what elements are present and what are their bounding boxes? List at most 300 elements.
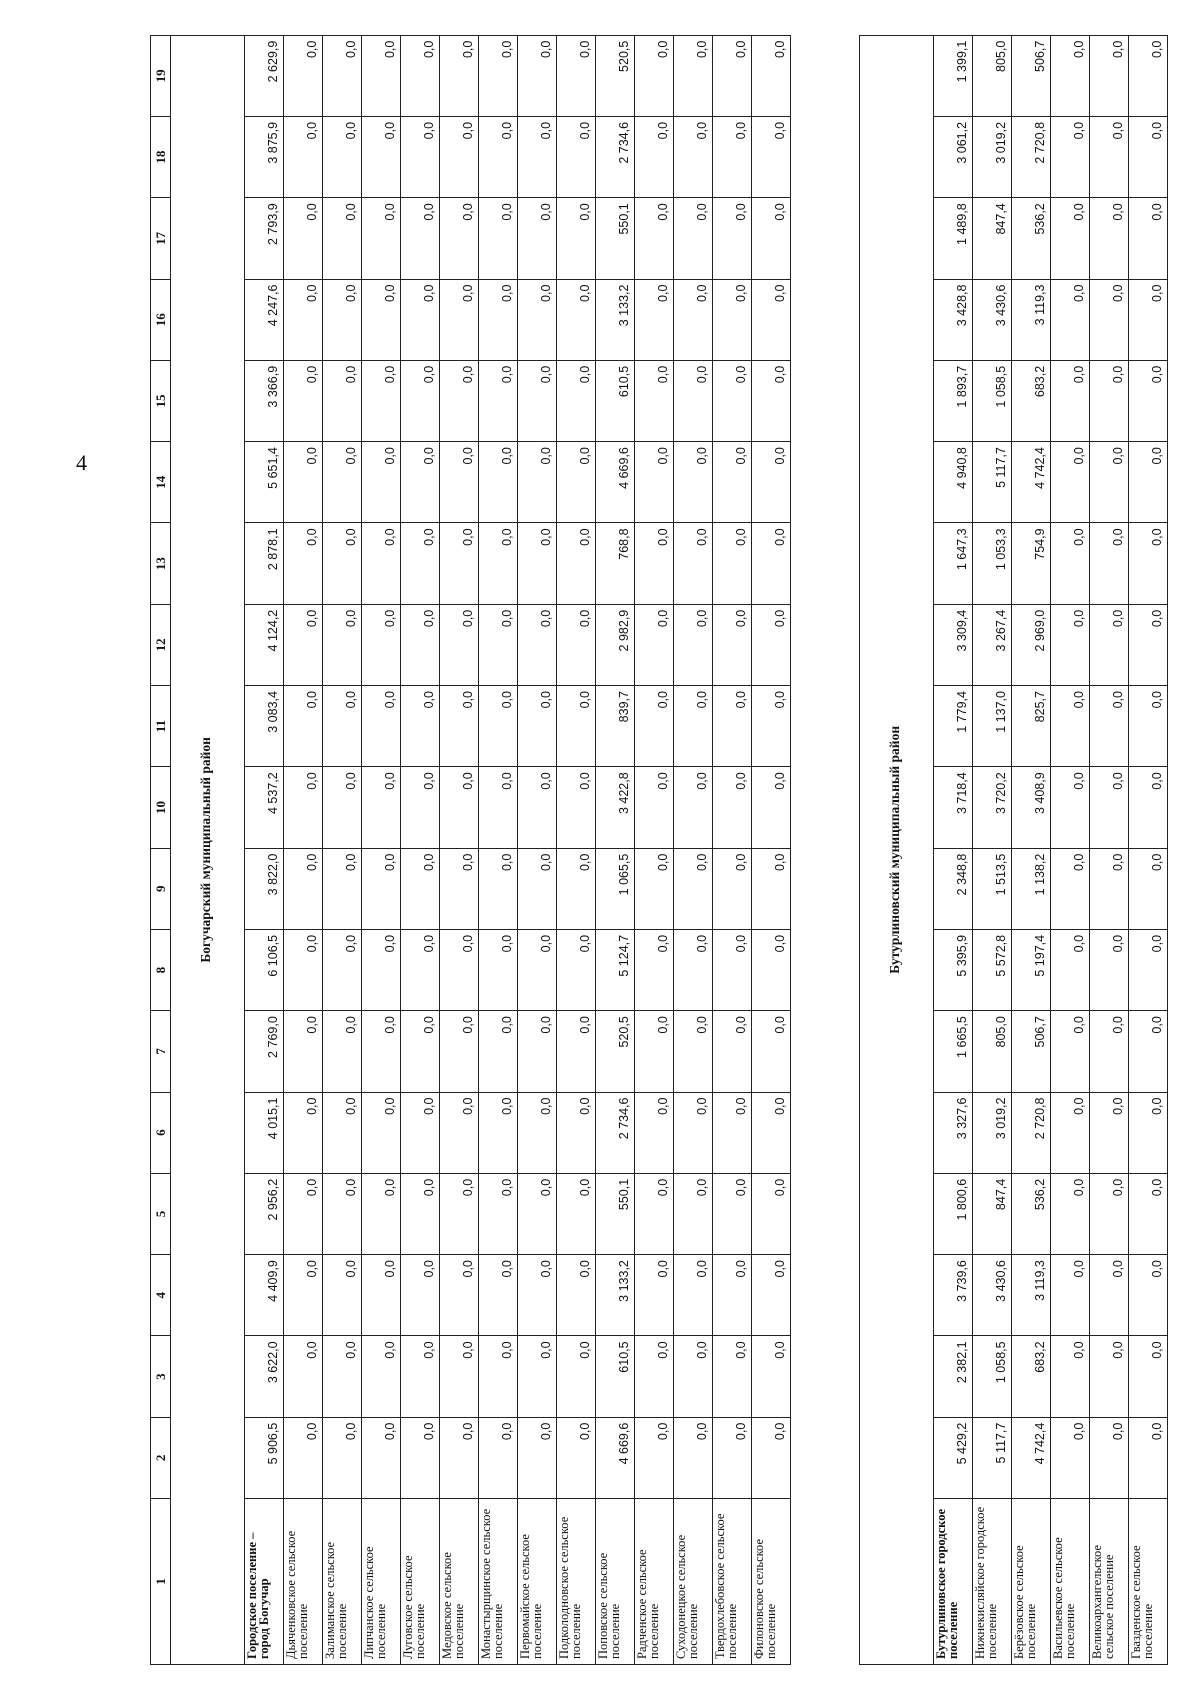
table-cell: 0,0 xyxy=(518,35,557,116)
table-cell: 0,0 xyxy=(518,686,557,767)
table-cell: 0,0 xyxy=(1051,767,1090,848)
table-cell: 0,0 xyxy=(323,1092,362,1173)
table-cell: 3 875,9 xyxy=(245,116,284,197)
table-cell: 0,0 xyxy=(518,1336,557,1417)
table-row xyxy=(362,35,401,1664)
table-cell: 0,0 xyxy=(323,1255,362,1336)
table-cell: 847,4 xyxy=(973,1173,1012,1254)
row-label xyxy=(713,1499,752,1665)
table-cell: 0,0 xyxy=(557,1255,596,1336)
table-cell: 0,0 xyxy=(323,929,362,1010)
table-cell: 0,0 xyxy=(284,767,323,848)
table-cell: 0,0 xyxy=(518,848,557,929)
row-label-text: Васильевское сельское поселение xyxy=(1051,1537,1077,1659)
table-cell: 0,0 xyxy=(1129,604,1168,685)
table-cell: 0,0 xyxy=(284,1336,323,1417)
table-cell: 1 893,7 xyxy=(934,360,973,441)
table-cell: 0,0 xyxy=(713,1255,752,1336)
table-cell: 0,0 xyxy=(401,604,440,685)
table-cell: 0,0 xyxy=(401,1092,440,1173)
table-row xyxy=(934,35,973,1664)
table-cell: 0,0 xyxy=(1090,1336,1129,1417)
table-cell: 0,0 xyxy=(674,767,713,848)
table-cell: 0,0 xyxy=(1090,116,1129,197)
table-cell: 0,0 xyxy=(284,1092,323,1173)
table-cell: 2 734,6 xyxy=(596,1092,635,1173)
table-cell: 0,0 xyxy=(323,442,362,523)
table-cell: 0,0 xyxy=(362,442,401,523)
table-cell: 2 956,2 xyxy=(245,1173,284,1254)
table-cell: 0,0 xyxy=(635,1336,674,1417)
table-cell: 4 247,6 xyxy=(245,279,284,360)
table-cell: 0,0 xyxy=(284,1011,323,1092)
column-number-header: 7 xyxy=(151,1011,171,1092)
table-cell: 0,0 xyxy=(284,1173,323,1254)
table-cell: 0,0 xyxy=(752,604,791,685)
table-cell: 0,0 xyxy=(752,279,791,360)
table-cell: 0,0 xyxy=(1129,1336,1168,1417)
table-row xyxy=(674,35,713,1664)
table-cell: 0,0 xyxy=(401,116,440,197)
table-cell: 0,0 xyxy=(1129,442,1168,523)
table-cell: 0,0 xyxy=(713,1173,752,1254)
table-cell: 0,0 xyxy=(440,1092,479,1173)
row-label xyxy=(934,1499,973,1665)
table-cell: 0,0 xyxy=(1129,116,1168,197)
table-cell: 0,0 xyxy=(713,929,752,1010)
table-cell: 0,0 xyxy=(635,198,674,279)
table-cell: 0,0 xyxy=(440,523,479,604)
table-cell: 0,0 xyxy=(635,1173,674,1254)
table-cell: 0,0 xyxy=(1129,1173,1168,1254)
row-label-text: Дьяченковское сельское поселение xyxy=(284,1530,310,1659)
table-cell: 0,0 xyxy=(635,1092,674,1173)
column-number-header: 6 xyxy=(151,1092,171,1173)
table-cell: 2 878,1 xyxy=(245,523,284,604)
table-cell: 0,0 xyxy=(323,767,362,848)
table-cell: 0,0 xyxy=(713,767,752,848)
table-row xyxy=(596,35,635,1664)
table-cell: 0,0 xyxy=(479,279,518,360)
table-cell: 0,0 xyxy=(635,604,674,685)
table-cell: 0,0 xyxy=(713,116,752,197)
table-row xyxy=(479,35,518,1664)
row-label-text: Поповское сельское поселение xyxy=(596,1552,622,1659)
table-cell: 0,0 xyxy=(1051,442,1090,523)
table-cell: 0,0 xyxy=(1090,279,1129,360)
table-cell: 839,7 xyxy=(596,686,635,767)
column-number-header: 15 xyxy=(151,360,171,441)
table-cell: 3 019,2 xyxy=(973,116,1012,197)
table-cell: 3 822,0 xyxy=(245,848,284,929)
table-cell: 0,0 xyxy=(752,1336,791,1417)
table-cell: 0,0 xyxy=(1051,1092,1090,1173)
table-cell: 0,0 xyxy=(557,848,596,929)
section-title-row xyxy=(171,35,245,1664)
table-cell: 0,0 xyxy=(1129,848,1168,929)
table-cell: 0,0 xyxy=(674,1255,713,1336)
table-cell: 0,0 xyxy=(440,198,479,279)
page-number: 4 xyxy=(76,450,87,475)
table-cell: 0,0 xyxy=(479,1011,518,1092)
table-cell: 0,0 xyxy=(1129,686,1168,767)
column-number-header: 19 xyxy=(151,35,171,116)
table-cell: 0,0 xyxy=(1090,929,1129,1010)
table-cell: 0,0 xyxy=(1129,523,1168,604)
table-cell: 0,0 xyxy=(674,1011,713,1092)
row-label-text: Медовское сельское поселение xyxy=(440,1552,466,1659)
table-cell: 0,0 xyxy=(1090,1417,1129,1498)
table-cell: 3 430,6 xyxy=(973,279,1012,360)
column-number-header: 11 xyxy=(151,686,171,767)
column-number-header: 8 xyxy=(151,929,171,1010)
table-cell: 0,0 xyxy=(323,523,362,604)
table-cell: 0,0 xyxy=(752,523,791,604)
table-cell: 0,0 xyxy=(557,1092,596,1173)
table-cell: 0,0 xyxy=(518,1011,557,1092)
table-cell: 805,0 xyxy=(973,35,1012,116)
table-cell: 3 422,8 xyxy=(596,767,635,848)
table-cell: 3 083,4 xyxy=(245,686,284,767)
table-cell: 0,0 xyxy=(557,929,596,1010)
table-cell: 0,0 xyxy=(752,360,791,441)
table-cell: 506,7 xyxy=(1012,35,1051,116)
table-cell: 0,0 xyxy=(440,1336,479,1417)
column-number-header: 10 xyxy=(151,767,171,848)
table-cell: 0,0 xyxy=(674,1417,713,1498)
table-cell: 3 119,3 xyxy=(1012,1255,1051,1336)
table-cell: 0,0 xyxy=(635,360,674,441)
table-cell: 4 124,2 xyxy=(245,604,284,685)
row-label-text: Суходонецкое сельское поселение xyxy=(674,1534,700,1659)
table-cell: 0,0 xyxy=(284,442,323,523)
table-cell: 0,0 xyxy=(1051,360,1090,441)
table-cell: 0,0 xyxy=(713,604,752,685)
table-cell: 0,0 xyxy=(1090,35,1129,116)
table-cell: 550,1 xyxy=(596,1173,635,1254)
row-label xyxy=(1012,1499,1051,1665)
table-cell: 0,0 xyxy=(1129,198,1168,279)
table-cell: 805,0 xyxy=(973,1011,1012,1092)
table-cell: 0,0 xyxy=(323,686,362,767)
column-number-header: 13 xyxy=(151,523,171,604)
table-row xyxy=(635,35,674,1664)
table-cell: 3 430,6 xyxy=(973,1255,1012,1336)
column-number-header: 5 xyxy=(151,1173,171,1254)
table-cell: 0,0 xyxy=(479,198,518,279)
table-cell: 0,0 xyxy=(557,686,596,767)
table-cell: 0,0 xyxy=(1090,848,1129,929)
table-cell: 0,0 xyxy=(752,767,791,848)
column-number-header-row xyxy=(151,35,171,1664)
table-cell: 0,0 xyxy=(362,116,401,197)
table-cell: 0,0 xyxy=(713,1336,752,1417)
table-cell: 0,0 xyxy=(713,1011,752,1092)
table-cell: 0,0 xyxy=(362,198,401,279)
table-cell: 683,2 xyxy=(1012,1336,1051,1417)
table-cell: 2 348,8 xyxy=(934,848,973,929)
table-cell: 0,0 xyxy=(401,1417,440,1498)
table-cell: 0,0 xyxy=(1051,1336,1090,1417)
table-cell: 1 647,3 xyxy=(934,523,973,604)
table-cell: 0,0 xyxy=(674,442,713,523)
row-label xyxy=(973,1499,1012,1665)
table-cell: 0,0 xyxy=(674,1092,713,1173)
table-cell: 520,5 xyxy=(596,35,635,116)
table-cell: 0,0 xyxy=(752,442,791,523)
table-cell: 3 428,8 xyxy=(934,279,973,360)
table-cell: 0,0 xyxy=(323,1336,362,1417)
table-cell: 0,0 xyxy=(1090,442,1129,523)
table-cell: 0,0 xyxy=(479,604,518,685)
table-cell: 2 969,0 xyxy=(1012,604,1051,685)
table-cell: 0,0 xyxy=(479,116,518,197)
table-cell: 0,0 xyxy=(1090,1011,1129,1092)
table-cell: 3 327,6 xyxy=(934,1092,973,1173)
table-cell: 0,0 xyxy=(518,360,557,441)
row-label xyxy=(1051,1499,1090,1665)
table-cell: 4 669,6 xyxy=(596,1417,635,1498)
table-cell: 0,0 xyxy=(1090,604,1129,685)
table-cell: 0,0 xyxy=(284,198,323,279)
table-cell: 5 117,7 xyxy=(973,1417,1012,1498)
table-cell: 0,0 xyxy=(362,848,401,929)
table-cell: 0,0 xyxy=(401,442,440,523)
table-cell: 0,0 xyxy=(518,1417,557,1498)
row-label-text: Бутурлиновское городское поселение xyxy=(934,1509,960,1659)
table-cell: 0,0 xyxy=(1051,686,1090,767)
table-cell: 0,0 xyxy=(635,848,674,929)
table-cell: 0,0 xyxy=(401,929,440,1010)
column-number-header: 17 xyxy=(151,198,171,279)
column-number-header: 12 xyxy=(151,604,171,685)
column-number-header: 1 xyxy=(151,1499,171,1665)
table-cell: 3 119,3 xyxy=(1012,279,1051,360)
table-cell: 0,0 xyxy=(1051,35,1090,116)
table-cell: 0,0 xyxy=(1129,1092,1168,1173)
table-cell: 0,0 xyxy=(557,279,596,360)
table-cell: 0,0 xyxy=(1090,360,1129,441)
table-cell: 0,0 xyxy=(440,442,479,523)
table-cell: 0,0 xyxy=(1129,1011,1168,1092)
table-cell: 0,0 xyxy=(674,1173,713,1254)
table-cell: 825,7 xyxy=(1012,686,1051,767)
table-cell: 0,0 xyxy=(323,848,362,929)
table-cell: 0,0 xyxy=(1090,767,1129,848)
table-cell: 0,0 xyxy=(401,35,440,116)
row-label xyxy=(245,1499,284,1665)
table-cell: 2 382,1 xyxy=(934,1336,973,1417)
table-cell: 0,0 xyxy=(752,1011,791,1092)
table-cell: 0,0 xyxy=(674,35,713,116)
table-cell: 3 061,2 xyxy=(934,116,973,197)
table-cell: 5 429,2 xyxy=(934,1417,973,1498)
table-cell: 3 019,2 xyxy=(973,1092,1012,1173)
table-cell: 0,0 xyxy=(401,360,440,441)
table-cell: 0,0 xyxy=(674,1336,713,1417)
table-cell: 754,9 xyxy=(1012,523,1051,604)
table-cell: 5 124,7 xyxy=(596,929,635,1010)
table-cell: 0,0 xyxy=(752,1417,791,1498)
column-number-header: 14 xyxy=(151,442,171,523)
row-label-text: Подколодновское сельское поселение xyxy=(557,1516,583,1659)
table-cell: 0,0 xyxy=(557,604,596,685)
table-cell: 0,0 xyxy=(1051,1173,1090,1254)
section-title: Бутурлиновский муниципальный район xyxy=(860,35,934,1664)
table-cell: 610,5 xyxy=(596,1336,635,1417)
table-cell: 0,0 xyxy=(479,929,518,1010)
column-number-header: 2 xyxy=(151,1417,171,1498)
table-cell: 0,0 xyxy=(1090,1255,1129,1336)
table-cell: 4 015,1 xyxy=(245,1092,284,1173)
table-cell: 0,0 xyxy=(752,1173,791,1254)
table-cell: 1 058,5 xyxy=(973,1336,1012,1417)
table-row xyxy=(1090,35,1129,1664)
table-cell: 0,0 xyxy=(323,116,362,197)
table-cell: 0,0 xyxy=(401,767,440,848)
table-cell: 0,0 xyxy=(752,198,791,279)
table-cell: 0,0 xyxy=(440,604,479,685)
table-cell: 0,0 xyxy=(440,1011,479,1092)
row-label xyxy=(1129,1499,1168,1665)
table-cell: 0,0 xyxy=(479,1092,518,1173)
table-cell: 0,0 xyxy=(635,279,674,360)
table-cell: 0,0 xyxy=(440,1417,479,1498)
table-cell: 847,4 xyxy=(973,198,1012,279)
table-cell: 0,0 xyxy=(713,279,752,360)
table-cell: 0,0 xyxy=(713,442,752,523)
table-cell: 0,0 xyxy=(635,686,674,767)
table-cell: 0,0 xyxy=(362,1173,401,1254)
table-cell: 0,0 xyxy=(635,929,674,1010)
table-cell: 0,0 xyxy=(284,35,323,116)
table-row xyxy=(1012,35,1051,1664)
row-label-text: Филоновское сельское поселение xyxy=(752,1538,778,1659)
table-cell: 0,0 xyxy=(1051,198,1090,279)
table-cell: 0,0 xyxy=(440,279,479,360)
table-cell: 3 718,4 xyxy=(934,767,973,848)
table-row xyxy=(1129,35,1168,1664)
table-cell: 0,0 xyxy=(362,523,401,604)
column-number-header: 3 xyxy=(151,1336,171,1417)
table-cell: 0,0 xyxy=(674,198,713,279)
table-cell: 0,0 xyxy=(1051,1255,1090,1336)
table-cell: 2 734,6 xyxy=(596,116,635,197)
table-cell: 2 720,8 xyxy=(1012,1092,1051,1173)
table-cell: 3 408,9 xyxy=(1012,767,1051,848)
table-cell: 1 779,4 xyxy=(934,686,973,767)
table-cell: 0,0 xyxy=(479,360,518,441)
table-cell: 0,0 xyxy=(635,442,674,523)
table-cell: 0,0 xyxy=(518,604,557,685)
table-cell: 0,0 xyxy=(362,35,401,116)
table-cell: 520,5 xyxy=(596,1011,635,1092)
table-cell: 3 309,4 xyxy=(934,604,973,685)
table-cell: 2 629,9 xyxy=(245,35,284,116)
row-label xyxy=(1090,1499,1129,1665)
table-cell: 0,0 xyxy=(362,686,401,767)
table-cell: 0,0 xyxy=(713,198,752,279)
table-cell: 0,0 xyxy=(362,1011,401,1092)
column-number-header: 4 xyxy=(151,1255,171,1336)
table-cell: 5 117,7 xyxy=(973,442,1012,523)
table-cell: 0,0 xyxy=(284,116,323,197)
table-cell: 0,0 xyxy=(284,686,323,767)
table-cell: 0,0 xyxy=(557,1417,596,1498)
table-cell: 0,0 xyxy=(713,35,752,116)
row-label-text: Городское поселение – город Богучар xyxy=(245,1532,271,1659)
table-cell: 0,0 xyxy=(518,116,557,197)
table-cell: 3 267,4 xyxy=(973,604,1012,685)
table-cell: 0,0 xyxy=(1051,523,1090,604)
table-cell: 0,0 xyxy=(1051,1417,1090,1498)
table-cell: 0,0 xyxy=(674,686,713,767)
table-cell: 0,0 xyxy=(518,767,557,848)
table-cell: 0,0 xyxy=(752,1255,791,1336)
row-label-text: Луговское сельское поселение xyxy=(401,1555,427,1659)
row-label-text: Берёзовское сельское поселение xyxy=(1012,1545,1038,1659)
table-cell: 5 395,9 xyxy=(934,929,973,1010)
rotated-table-container xyxy=(150,35,1200,1665)
table-cell: 0,0 xyxy=(518,198,557,279)
table-cell: 0,0 xyxy=(518,929,557,1010)
row-label xyxy=(674,1499,713,1665)
table-cell: 0,0 xyxy=(284,279,323,360)
table-cell: 0,0 xyxy=(440,360,479,441)
table-cell: 0,0 xyxy=(518,1173,557,1254)
row-label xyxy=(323,1499,362,1665)
table-cell: 5 197,4 xyxy=(1012,929,1051,1010)
table-cell: 1 137,0 xyxy=(973,686,1012,767)
table-cell: 1 800,6 xyxy=(934,1173,973,1254)
table-cell: 0,0 xyxy=(635,1417,674,1498)
table-cell: 0,0 xyxy=(401,279,440,360)
table-cell: 0,0 xyxy=(1090,523,1129,604)
table-cell: 4 742,4 xyxy=(1012,1417,1051,1498)
table-cell: 0,0 xyxy=(323,279,362,360)
table-cell: 0,0 xyxy=(674,279,713,360)
table-cell: 1 513,5 xyxy=(973,848,1012,929)
table-cell: 0,0 xyxy=(557,35,596,116)
table-cell: 0,0 xyxy=(479,1255,518,1336)
table-cell: 0,0 xyxy=(362,1092,401,1173)
table-cell: 0,0 xyxy=(284,848,323,929)
table-cell: 0,0 xyxy=(1051,604,1090,685)
table-cell: 0,0 xyxy=(674,360,713,441)
table-row xyxy=(284,35,323,1664)
table-cell: 0,0 xyxy=(401,1173,440,1254)
row-label-text: Монастырщинское сельское поселение xyxy=(479,1508,505,1659)
table-row xyxy=(973,35,1012,1664)
row-label-text: Первомайское сельское поселение xyxy=(518,1534,544,1659)
table-cell: 0,0 xyxy=(401,1011,440,1092)
row-label-text: Великоархангельское сельское поселение xyxy=(1090,1544,1116,1659)
table-cell: 0,0 xyxy=(479,442,518,523)
table-cell: 0,0 xyxy=(518,442,557,523)
table-cell: 0,0 xyxy=(752,848,791,929)
table-cell: 0,0 xyxy=(635,1255,674,1336)
table-cell: 0,0 xyxy=(323,1417,362,1498)
table-cell: 0,0 xyxy=(1090,198,1129,279)
table-cell: 0,0 xyxy=(284,523,323,604)
table-cell: 0,0 xyxy=(713,360,752,441)
table-cell: 4 940,8 xyxy=(934,442,973,523)
table-cell: 0,0 xyxy=(1129,929,1168,1010)
table-cell: 1 399,1 xyxy=(934,35,973,116)
table-cell: 536,2 xyxy=(1012,198,1051,279)
table-cell: 0,0 xyxy=(362,767,401,848)
table-cell: 4 669,6 xyxy=(596,442,635,523)
